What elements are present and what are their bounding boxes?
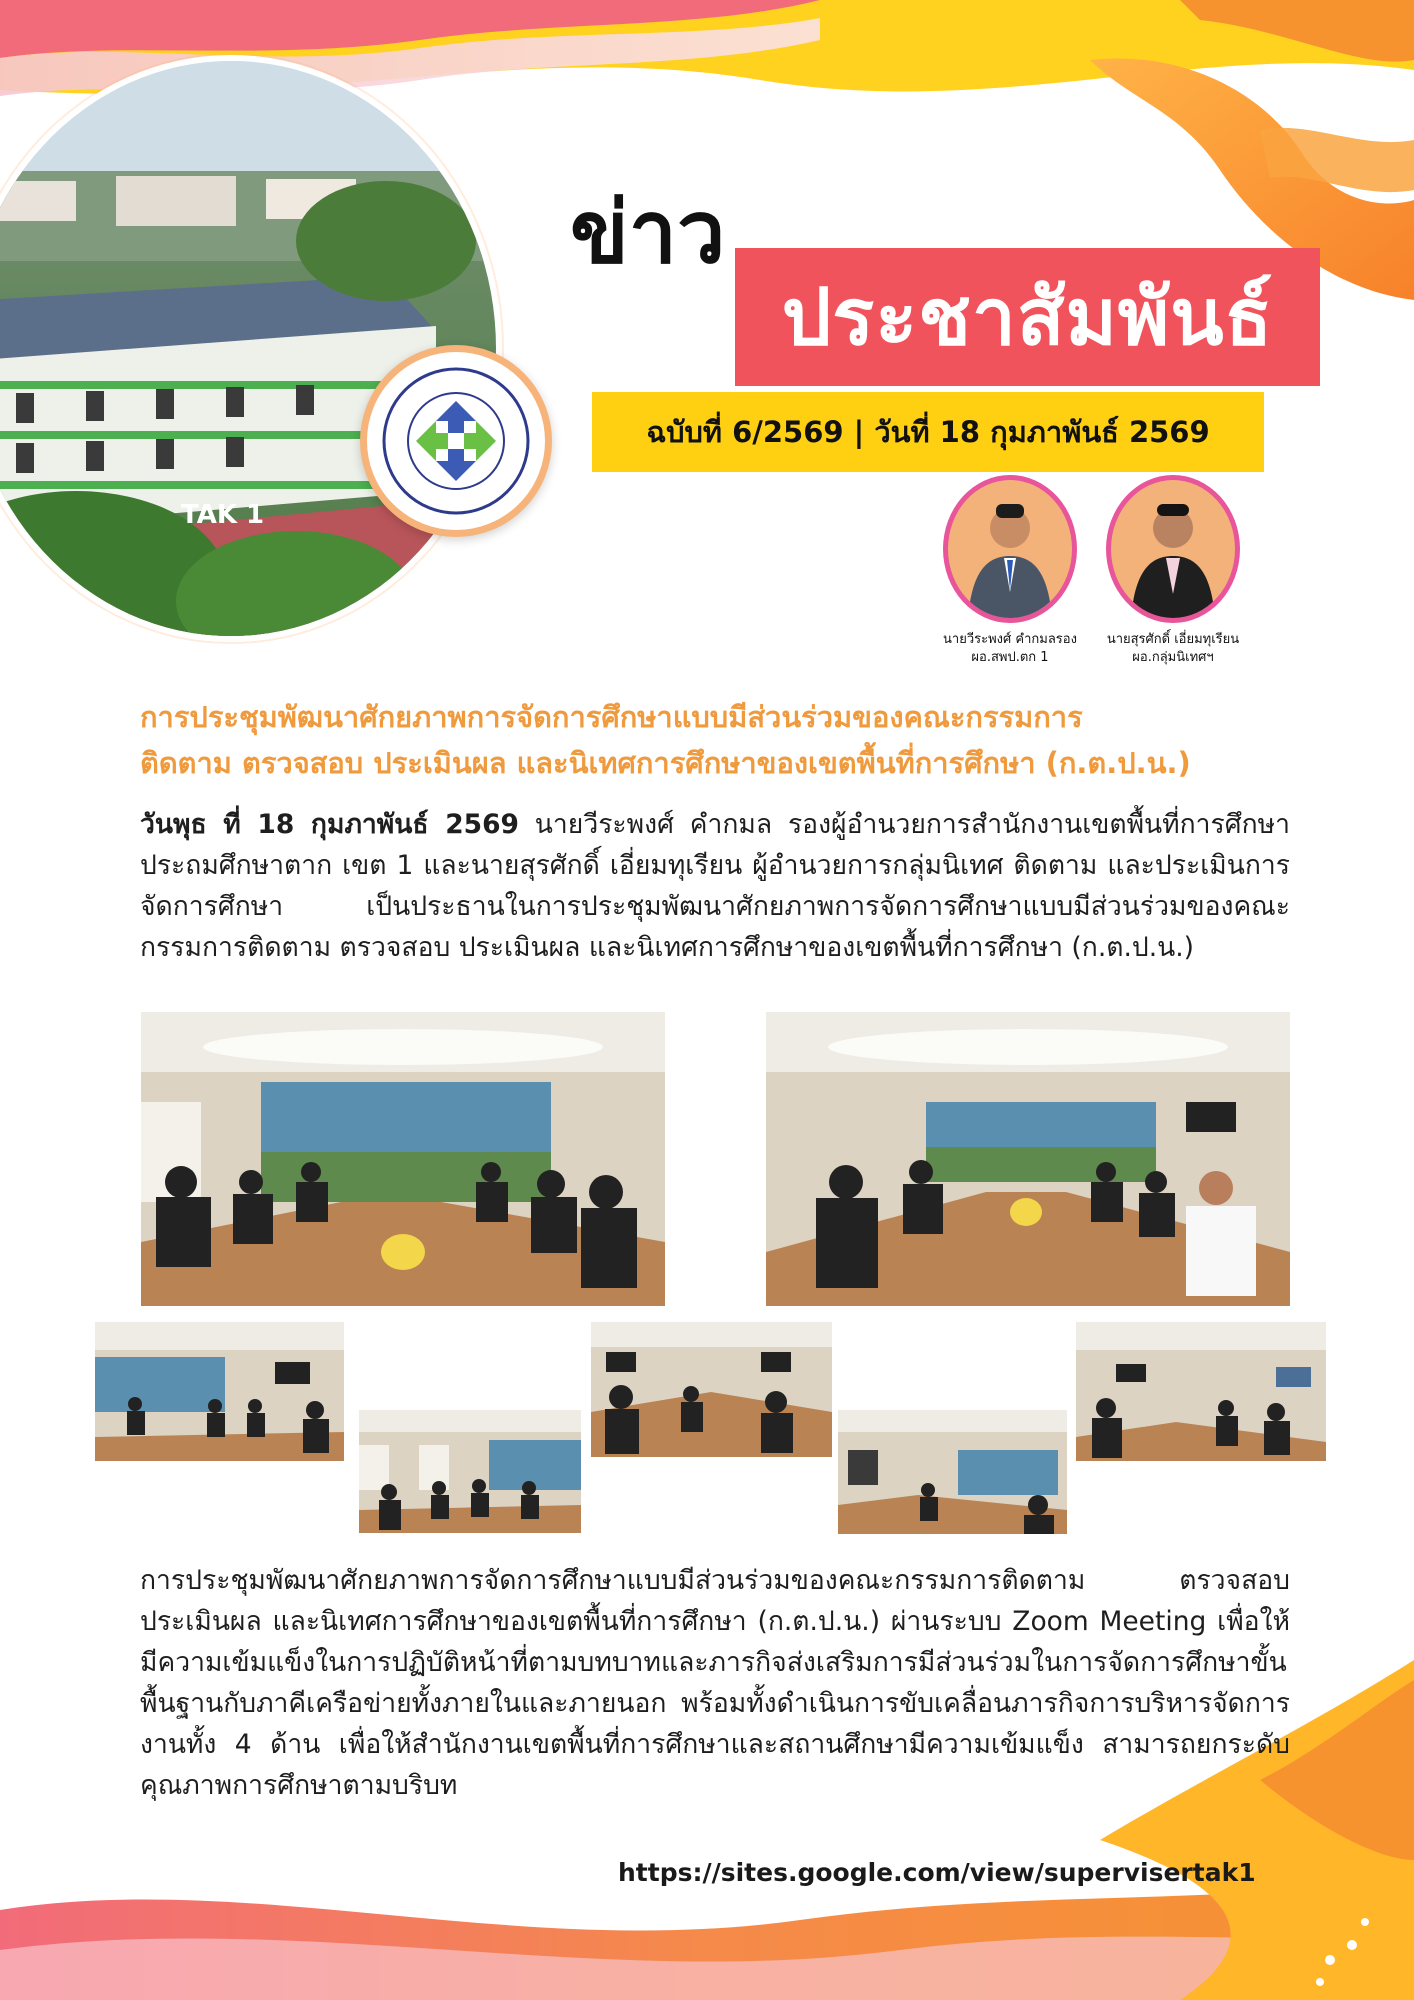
meeting-photo-3 [95,1322,344,1461]
article-headline-line-2: ติดตาม ตรวจสอบ ประเมินผล และนิเทศการศึกษาของเขตพื้นที่การศึกษา (ก.ต.ป.น.) [140,746,1191,780]
official-1-role: ผอ.สพป.ตก 1 [971,650,1049,665]
association-logo-emblem [381,366,531,516]
website-link[interactable]: https://sites.google.com/view/supervisertak1 [618,1858,1256,1887]
official-2-role: ผอ.กลุ่มนิเทศฯ [1132,650,1214,665]
official-2-name: นายสุรศักดิ์ เอี่ยมทุเรียน [1106,632,1240,647]
article-headline [140,694,1300,786]
official-1 [930,475,1090,667]
meeting-photo-4 [359,1410,581,1533]
official-1-name: นายวีระพงศ์ คำกมลรอง [943,632,1077,647]
issue-date-bar: ฉบับที่ 6/2569 | วันที่ 18 กุมภาพันธ์ 2569 [592,392,1264,472]
news-heading-word: ข่าว [570,182,726,283]
article-headline-line-1: การประชุมพัฒนาศักยภาพการจัดการศึกษาแบบมีส่วนร่วมของคณะกรรมการ [140,700,1083,734]
article-date-lead: วันพุธ ที่ 18 กุมภาพันธ์ 2569 [140,809,519,840]
page-title: ประชาสัมพันธ์ [735,248,1320,386]
article-paragraph-1 [140,804,1290,968]
association-logo [360,345,552,537]
meeting-photo-7 [1076,1322,1326,1461]
building-label: TAK 1 [181,500,265,530]
meeting-photo-2 [766,1012,1290,1306]
meeting-photo-1 [141,1012,665,1306]
article-paragraph-1-text: นายวีระพงศ์ คำกมล รองผู้อำนวยการสำนักงานเขตพื้นที่การศึกษาประถมศึกษาตาก เขต 1 และนายสุรศักดิ์ เอี่ยมทุเรียน ผู้อำนวยการกลุ่มนิเทศ ติดตาม และประเมินการจัดการศึกษา เป็นประธานในการประชุมพัฒนาศักยภาพการจัดการศึกษาแบบมีส่วนร่วมของคณะกรรมการติดตาม ตรวจสอบ ประเมินผล และนิเทศการศึกษาของเขตพื้นที่การศึกษา (ก.ต.ป.น.) [140,809,1290,963]
meeting-photo-5 [591,1322,832,1457]
official-2 [1093,475,1253,667]
article-paragraph-2: การประชุมพัฒนาศักยภาพการจัดการศึกษาแบบมีส่วนร่วมของคณะกรรมการติดตาม ตรวจสอบ ประเมินผล และนิเทศการศึกษาของเขตพื้นที่การศึกษา (ก.ต.ป.น.) ผ่านระบบ Zoom Meeting เพื่อให้มีความเข้มแข็งในการปฏิบัติหน้าที่ตามบทบาทและภารกิจส่งเสริมการมีส่วนร่วมในการจัดการศึกษาขั้นพื้นฐานกับภาคีเครือข่ายทั้งภายในและภายนอก พร้อมทั้งดำเนินการขับเคลื่อนภารกิจการบริหารจัดการงานทั้ง 4 ด้าน เพื่อให้สำนักงานเขตพื้นที่การศึกษาและสถานศึกษามีความเข้มแข็ง สามารถยกระดับคุณภาพการศึกษาตามบริบท [140,1565,1290,1801]
meeting-photo-6 [838,1410,1067,1534]
official-2-portrait [1106,475,1240,623]
official-1-portrait [943,475,1077,623]
